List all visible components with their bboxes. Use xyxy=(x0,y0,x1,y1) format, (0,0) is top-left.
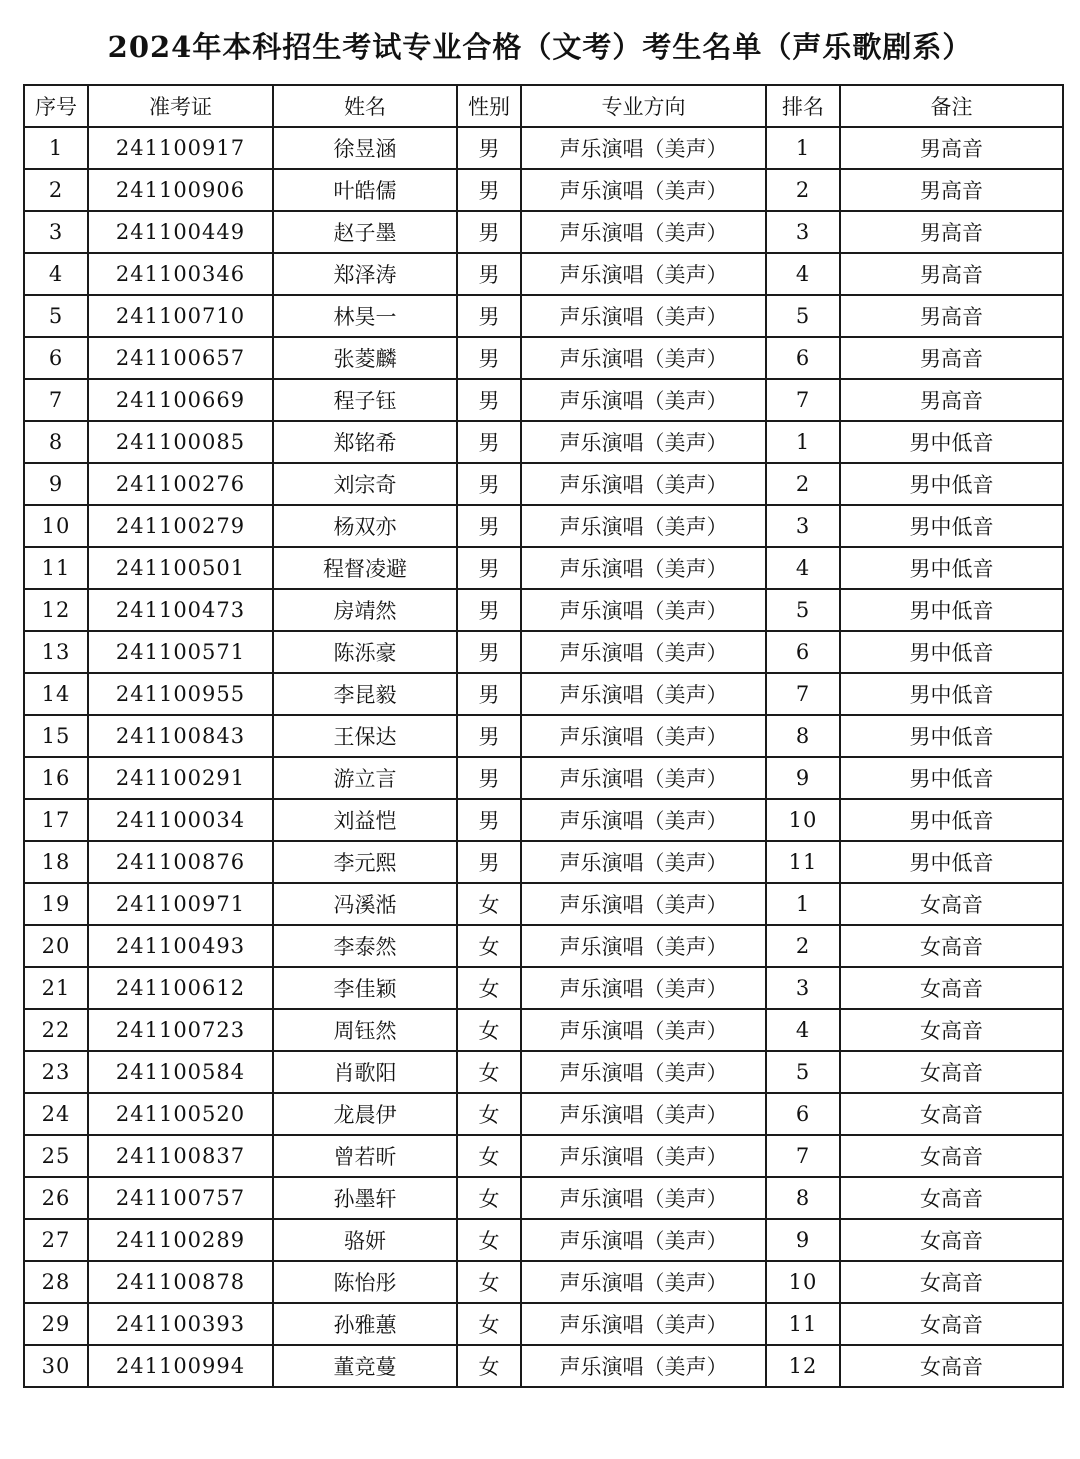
cell-gender: 男 xyxy=(457,211,521,253)
cell-seq: 27 xyxy=(24,1219,88,1261)
cell-ticket: 241100657 xyxy=(88,337,273,379)
cell-note: 女高音 xyxy=(840,967,1063,1009)
cell-seq: 9 xyxy=(24,463,88,505)
cell-seq: 30 xyxy=(24,1345,88,1387)
cell-gender: 男 xyxy=(457,589,521,631)
cell-gender: 男 xyxy=(457,547,521,589)
cell-major: 声乐演唱（美声） xyxy=(521,967,766,1009)
cell-note: 男高音 xyxy=(840,295,1063,337)
cell-seq: 1 xyxy=(24,127,88,169)
cell-major: 声乐演唱（美声） xyxy=(521,1303,766,1345)
cell-rank: 12 xyxy=(766,1345,840,1387)
cell-seq: 23 xyxy=(24,1051,88,1093)
cell-rank: 5 xyxy=(766,295,840,337)
cell-gender: 女 xyxy=(457,1093,521,1135)
cell-name: 龙晨伊 xyxy=(273,1093,457,1135)
table-header xyxy=(24,85,1063,127)
cell-name: 房靖然 xyxy=(273,589,457,631)
cell-rank: 8 xyxy=(766,1177,840,1219)
table-row xyxy=(24,211,1063,253)
cell-seq: 16 xyxy=(24,757,88,799)
cell-seq: 26 xyxy=(24,1177,88,1219)
cell-seq: 2 xyxy=(24,169,88,211)
cell-gender: 女 xyxy=(457,1177,521,1219)
cell-name: 周钰然 xyxy=(273,1009,457,1051)
cell-note: 男中低音 xyxy=(840,673,1063,715)
cell-note: 男中低音 xyxy=(840,505,1063,547)
cell-note: 男高音 xyxy=(840,211,1063,253)
cell-gender: 女 xyxy=(457,1219,521,1261)
cell-major: 声乐演唱（美声） xyxy=(521,1261,766,1303)
cell-seq: 17 xyxy=(24,799,88,841)
table-row xyxy=(24,1177,1063,1219)
cell-name: 游立言 xyxy=(273,757,457,799)
cell-note: 女高音 xyxy=(840,925,1063,967)
cell-rank: 5 xyxy=(766,589,840,631)
cell-name: 李元熙 xyxy=(273,841,457,883)
table-row xyxy=(24,505,1063,547)
table-row xyxy=(24,757,1063,799)
cell-name: 冯溪湉 xyxy=(273,883,457,925)
table-row xyxy=(24,925,1063,967)
cell-note: 女高音 xyxy=(840,1009,1063,1051)
cell-major: 声乐演唱（美声） xyxy=(521,883,766,925)
cell-gender: 男 xyxy=(457,631,521,673)
cell-rank: 7 xyxy=(766,379,840,421)
cell-ticket: 241100501 xyxy=(88,547,273,589)
cell-rank: 6 xyxy=(766,631,840,673)
cell-seq: 21 xyxy=(24,967,88,1009)
table-row xyxy=(24,337,1063,379)
cell-rank: 11 xyxy=(766,1303,840,1345)
cell-gender: 男 xyxy=(457,841,521,883)
cell-note: 男高音 xyxy=(840,127,1063,169)
cell-ticket: 241100971 xyxy=(88,883,273,925)
cell-note: 女高音 xyxy=(840,1093,1063,1135)
cell-rank: 4 xyxy=(766,1009,840,1051)
cell-gender: 男 xyxy=(457,799,521,841)
cell-note: 男高音 xyxy=(840,379,1063,421)
cell-rank: 3 xyxy=(766,505,840,547)
cell-ticket: 241100571 xyxy=(88,631,273,673)
cell-note: 女高音 xyxy=(840,1345,1063,1387)
cell-gender: 女 xyxy=(457,1135,521,1177)
table-row xyxy=(24,463,1063,505)
table-row xyxy=(24,547,1063,589)
cell-major: 声乐演唱（美声） xyxy=(521,841,766,883)
cell-major: 声乐演唱（美声） xyxy=(521,799,766,841)
cell-ticket: 241100843 xyxy=(88,715,273,757)
table-row xyxy=(24,253,1063,295)
cell-rank: 3 xyxy=(766,967,840,1009)
cell-gender: 女 xyxy=(457,1051,521,1093)
cell-name: 李泰然 xyxy=(273,925,457,967)
table-row xyxy=(24,1135,1063,1177)
cell-major: 声乐演唱（美声） xyxy=(521,463,766,505)
table-row xyxy=(24,631,1063,673)
cell-seq: 20 xyxy=(24,925,88,967)
cell-gender: 男 xyxy=(457,715,521,757)
cell-name: 刘益恺 xyxy=(273,799,457,841)
cell-note: 男高音 xyxy=(840,169,1063,211)
cell-gender: 男 xyxy=(457,757,521,799)
table-row xyxy=(24,799,1063,841)
table-body xyxy=(24,127,1063,1387)
header-major: 专业方向 xyxy=(521,85,766,127)
table-row xyxy=(24,421,1063,463)
header-row xyxy=(24,85,1063,127)
table-row xyxy=(24,589,1063,631)
cell-name: 林昊一 xyxy=(273,295,457,337)
cell-major: 声乐演唱（美声） xyxy=(521,505,766,547)
cell-ticket: 241100710 xyxy=(88,295,273,337)
table-row xyxy=(24,295,1063,337)
cell-gender: 男 xyxy=(457,127,521,169)
cell-major: 声乐演唱（美声） xyxy=(521,547,766,589)
header-note: 备注 xyxy=(840,85,1063,127)
table-row xyxy=(24,715,1063,757)
cell-major: 声乐演唱（美声） xyxy=(521,253,766,295)
cell-major: 声乐演唱（美声） xyxy=(521,1135,766,1177)
cell-rank: 9 xyxy=(766,1219,840,1261)
cell-note: 男高音 xyxy=(840,337,1063,379)
cell-gender: 男 xyxy=(457,295,521,337)
cell-ticket: 241100723 xyxy=(88,1009,273,1051)
cell-note: 男高音 xyxy=(840,253,1063,295)
cell-rank: 10 xyxy=(766,799,840,841)
cell-major: 声乐演唱（美声） xyxy=(521,1345,766,1387)
cell-name: 陈怡彤 xyxy=(273,1261,457,1303)
cell-major: 声乐演唱（美声） xyxy=(521,127,766,169)
cell-seq: 5 xyxy=(24,295,88,337)
cell-major: 声乐演唱（美声） xyxy=(521,421,766,463)
cell-name: 肖歌阳 xyxy=(273,1051,457,1093)
cell-major: 声乐演唱（美声） xyxy=(521,589,766,631)
cell-name: 曾若昕 xyxy=(273,1135,457,1177)
cell-major: 声乐演唱（美声） xyxy=(521,379,766,421)
cell-rank: 6 xyxy=(766,337,840,379)
cell-note: 女高音 xyxy=(840,1051,1063,1093)
cell-seq: 6 xyxy=(24,337,88,379)
cell-major: 声乐演唱（美声） xyxy=(521,925,766,967)
table-row xyxy=(24,1009,1063,1051)
header-rank: 排名 xyxy=(766,85,840,127)
cell-rank: 1 xyxy=(766,883,840,925)
table-row xyxy=(24,1345,1063,1387)
cell-name: 郑铭希 xyxy=(273,421,457,463)
table-row xyxy=(24,1051,1063,1093)
cell-note: 男中低音 xyxy=(840,631,1063,673)
cell-ticket: 241100473 xyxy=(88,589,273,631)
cell-note: 女高音 xyxy=(840,1261,1063,1303)
cell-ticket: 241100449 xyxy=(88,211,273,253)
header-gender: 性别 xyxy=(457,85,521,127)
cell-gender: 男 xyxy=(457,421,521,463)
cell-ticket: 241100520 xyxy=(88,1093,273,1135)
cell-ticket: 241100034 xyxy=(88,799,273,841)
cell-note: 男中低音 xyxy=(840,463,1063,505)
cell-seq: 25 xyxy=(24,1135,88,1177)
cell-gender: 女 xyxy=(457,1345,521,1387)
cell-name: 杨双亦 xyxy=(273,505,457,547)
cell-name: 王保达 xyxy=(273,715,457,757)
cell-name: 刘宗奇 xyxy=(273,463,457,505)
cell-seq: 15 xyxy=(24,715,88,757)
cell-rank: 7 xyxy=(766,673,840,715)
cell-ticket: 241100085 xyxy=(88,421,273,463)
cell-gender: 男 xyxy=(457,169,521,211)
cell-seq: 12 xyxy=(24,589,88,631)
cell-note: 男中低音 xyxy=(840,841,1063,883)
table-row xyxy=(24,883,1063,925)
cell-rank: 11 xyxy=(766,841,840,883)
cell-major: 声乐演唱（美声） xyxy=(521,631,766,673)
cell-ticket: 241100994 xyxy=(88,1345,273,1387)
cell-rank: 4 xyxy=(766,547,840,589)
cell-gender: 女 xyxy=(457,925,521,967)
cell-rank: 6 xyxy=(766,1093,840,1135)
cell-name: 李昆毅 xyxy=(273,673,457,715)
cell-seq: 8 xyxy=(24,421,88,463)
cell-gender: 女 xyxy=(457,1303,521,1345)
cell-rank: 2 xyxy=(766,169,840,211)
cell-major: 声乐演唱（美声） xyxy=(521,211,766,253)
cell-note: 男中低音 xyxy=(840,757,1063,799)
cell-name: 董竞蔓 xyxy=(273,1345,457,1387)
cell-major: 声乐演唱（美声） xyxy=(521,337,766,379)
cell-ticket: 241100291 xyxy=(88,757,273,799)
cell-gender: 男 xyxy=(457,463,521,505)
cell-rank: 5 xyxy=(766,1051,840,1093)
header-ticket: 准考证 xyxy=(88,85,273,127)
cell-rank: 3 xyxy=(766,211,840,253)
cell-note: 女高音 xyxy=(840,1303,1063,1345)
cell-seq: 24 xyxy=(24,1093,88,1135)
cell-major: 声乐演唱（美声） xyxy=(521,1009,766,1051)
cell-ticket: 241100876 xyxy=(88,841,273,883)
cell-gender: 男 xyxy=(457,337,521,379)
cell-name: 陈泺豪 xyxy=(273,631,457,673)
cell-gender: 男 xyxy=(457,253,521,295)
cell-ticket: 241100955 xyxy=(88,673,273,715)
cell-note: 女高音 xyxy=(840,883,1063,925)
cell-ticket: 241100493 xyxy=(88,925,273,967)
cell-ticket: 241100669 xyxy=(88,379,273,421)
cell-rank: 1 xyxy=(766,127,840,169)
cell-seq: 14 xyxy=(24,673,88,715)
cell-note: 女高音 xyxy=(840,1135,1063,1177)
cell-name: 张菱麟 xyxy=(273,337,457,379)
cell-gender: 女 xyxy=(457,883,521,925)
cell-major: 声乐演唱（美声） xyxy=(521,1177,766,1219)
cell-seq: 19 xyxy=(24,883,88,925)
table-row xyxy=(24,1219,1063,1261)
cell-seq: 7 xyxy=(24,379,88,421)
cell-ticket: 241100917 xyxy=(88,127,273,169)
cell-name: 李佳颖 xyxy=(273,967,457,1009)
cell-major: 声乐演唱（美声） xyxy=(521,715,766,757)
cell-rank: 10 xyxy=(766,1261,840,1303)
cell-seq: 4 xyxy=(24,253,88,295)
cell-ticket: 241100289 xyxy=(88,1219,273,1261)
table-row xyxy=(24,1261,1063,1303)
cell-name: 骆妍 xyxy=(273,1219,457,1261)
cell-name: 赵子墨 xyxy=(273,211,457,253)
cell-note: 女高音 xyxy=(840,1177,1063,1219)
cell-seq: 18 xyxy=(24,841,88,883)
cell-name: 叶皓儒 xyxy=(273,169,457,211)
cell-gender: 女 xyxy=(457,1261,521,1303)
candidate-table xyxy=(23,84,1064,1388)
cell-seq: 13 xyxy=(24,631,88,673)
cell-ticket: 241100346 xyxy=(88,253,273,295)
cell-ticket: 241100279 xyxy=(88,505,273,547)
cell-rank: 1 xyxy=(766,421,840,463)
cell-name: 徐昱涵 xyxy=(273,127,457,169)
cell-rank: 2 xyxy=(766,925,840,967)
table-row xyxy=(24,379,1063,421)
cell-gender: 女 xyxy=(457,967,521,1009)
cell-gender: 男 xyxy=(457,505,521,547)
cell-gender: 男 xyxy=(457,673,521,715)
cell-ticket: 241100757 xyxy=(88,1177,273,1219)
cell-ticket: 241100393 xyxy=(88,1303,273,1345)
table-row xyxy=(24,127,1063,169)
cell-note: 女高音 xyxy=(840,1219,1063,1261)
cell-seq: 29 xyxy=(24,1303,88,1345)
cell-major: 声乐演唱（美声） xyxy=(521,673,766,715)
cell-major: 声乐演唱（美声） xyxy=(521,1051,766,1093)
cell-rank: 8 xyxy=(766,715,840,757)
page-title: 2024年本科招生考试专业合格（文考）考生名单（声乐歌剧系） xyxy=(107,30,973,64)
cell-major: 声乐演唱（美声） xyxy=(521,295,766,337)
cell-note: 男中低音 xyxy=(840,421,1063,463)
cell-rank: 2 xyxy=(766,463,840,505)
header-seq: 序号 xyxy=(24,85,88,127)
cell-major: 声乐演唱（美声） xyxy=(521,1219,766,1261)
cell-ticket: 241100612 xyxy=(88,967,273,1009)
cell-ticket: 241100906 xyxy=(88,169,273,211)
cell-seq: 22 xyxy=(24,1009,88,1051)
cell-seq: 10 xyxy=(24,505,88,547)
cell-major: 声乐演唱（美声） xyxy=(521,1093,766,1135)
cell-name: 程督凌避 xyxy=(273,547,457,589)
cell-name: 孙墨轩 xyxy=(273,1177,457,1219)
header-name: 姓名 xyxy=(273,85,457,127)
cell-rank: 4 xyxy=(766,253,840,295)
cell-ticket: 241100878 xyxy=(88,1261,273,1303)
table-row xyxy=(24,967,1063,1009)
table-row xyxy=(24,1303,1063,1345)
cell-ticket: 241100584 xyxy=(88,1051,273,1093)
cell-note: 男中低音 xyxy=(840,589,1063,631)
cell-major: 声乐演唱（美声） xyxy=(521,757,766,799)
cell-ticket: 241100276 xyxy=(88,463,273,505)
cell-gender: 男 xyxy=(457,379,521,421)
cell-seq: 3 xyxy=(24,211,88,253)
cell-seq: 11 xyxy=(24,547,88,589)
cell-major: 声乐演唱（美声） xyxy=(521,169,766,211)
table-row xyxy=(24,1093,1063,1135)
cell-rank: 9 xyxy=(766,757,840,799)
cell-name: 程子钰 xyxy=(273,379,457,421)
cell-note: 男中低音 xyxy=(840,799,1063,841)
cell-rank: 7 xyxy=(766,1135,840,1177)
table-row xyxy=(24,169,1063,211)
cell-name: 郑泽涛 xyxy=(273,253,457,295)
cell-seq: 28 xyxy=(24,1261,88,1303)
cell-note: 男中低音 xyxy=(840,547,1063,589)
cell-name: 孙雅蕙 xyxy=(273,1303,457,1345)
cell-note: 男中低音 xyxy=(840,715,1063,757)
cell-gender: 女 xyxy=(457,1009,521,1051)
table-row xyxy=(24,841,1063,883)
table-row xyxy=(24,673,1063,715)
cell-ticket: 241100837 xyxy=(88,1135,273,1177)
